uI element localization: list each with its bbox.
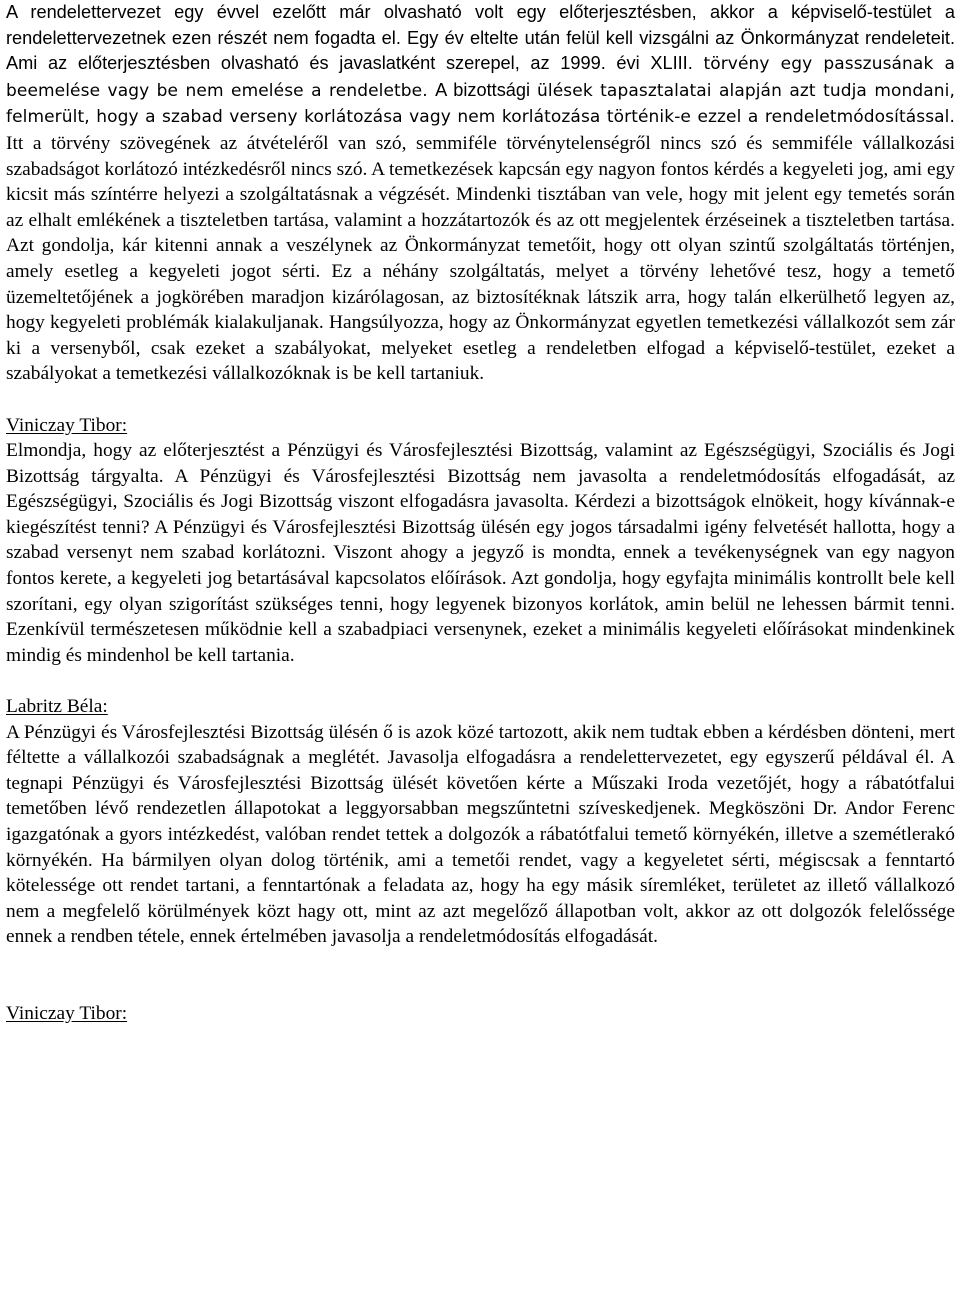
- speaker-heading: Viniczay Tibor:: [6, 414, 128, 436]
- paragraph-segment: Itt a törvény szövegének az átvételéről van szó, semmiféle törvénytelenségről nincs szó és semmiféle vállalkozási szabadságot korlátozó intézkedésről nincs szó. A temetkezések kapcsán egy nagyon fontos kérdés a kegyeleti jog, ami egy kicsit más színtérre helyezi a szolgáltatásnak a végzését. Mindenki tisztában van vele, hogy mit jelent egy temetés során az elhalt emlékének a tiszteletben tartása, valamint a hozzátartozók és az ott megjelentek érzéseinek a tiszteletben tartása. Azt gondolja, kár kitenni annak a veszélynek az Önkormányzat temetőit, hogy ott olyan szintű szolgáltatás történjen, amely esetleg a kegyeleti jogot sérti. Ez a néhány szolgáltatás, melyet a törvény lehetővé tesz, hogy a temető üzemeltetőjének a jogkörében maradjon kizárólagosan, az biztosítéknak látszik arra, hogy talán elkerülhető legyen az, hogy kegyeleti problémák kialakuljanak. Hangsúlyozza, hogy az Önkormányzat egyetlen temetkezési vállalkozót sem zár ki a versenyből, csak ezeket a szabályokat, melyeket esetleg a rendeletben elfogad a képviselő-testület, ezeket a szabályokat a temetkezési vállalkozóknak is be kell tartaniuk.: [6, 132, 955, 385]
- paragraph-segment: törvény egy passzusának a beemelése vagy be nem emelése a rendeletbe.: [6, 54, 955, 101]
- paragraph-intro: [6, 0, 955, 387]
- paragraph-segment: A Pénzügyi és Városfejlesztési Bizottság ülésén ő is azok közé tartozott, akik nem tudtak ebben a kérdésben dönteni, mert féltette a vállalkozói szabadságnak a meglétét. Javasolja elfogadásra a rendelettervezetet, egy egyszerű példával él. A tegnapi Pénzügyi és Városfejlesztési Bizottság ülését követően kérte a Műszaki Iroda vezetőjét, hogy a rábatótfalui temetőben lévő rendezetlen állapotokat a leggyorsabban megszűntetni szíveskedjenek. Megköszöni Dr. Andor Ferenc igazgatónak a gyors intézkedést, valóban rendet tettek a dolgozók a rábatótfalui temető környékén, illetve a szemétlerakó környékén. Ha bármilyen olyan dolog történik, ami a temetői rendet, vagy a kegyeletet sérti, mégiscsak a fenntartó kötelessége ott rendet tartani, a fenntartónak a feladata az, hogy ha egy másik síremléket, területet az illető vállalkozó nem a megfelelő körülmények közt hagy ott, mint az azt megelőző állapotban volt, akkor az ott dolgozók felelőssége ennek a rendben tétele, ennek értelmében javasolja a rendeletmódosítás elfogadását.: [6, 721, 955, 948]
- paragraph-segment: Elmondja, hogy az előterjesztést a Pénzügyi és Városfejlesztési Bizottság, valamint az Egészségügyi, Szociális és Jogi Bizottság tárgyalta. A Pénzügyi és Városfejlesztési Bizottság nem javasolta a rendeletmódosítás elfogadását, az Egészségügyi, Szociális és Jogi Bizottság viszont elfogadásra javasolta. Kérdezi a bizottságok elnökeit, hogy kívánnak-e kiegészítést tenni? A Pénzügyi és Városfejlesztési Bizottság ülésén egy jogos társadalmi igény felvetését hallotta, hogy a szabad versenyt nem szabad korlátozni. Viszont ahogy a jegyző is mondta, ennek a tevékenységnek van egy nagyon fontos kerete, a kegyeleti jog betartásával kapcsolatos előírások. Azt gondolja, hogy egyfajta minimális kontrollt bele kell szorítani, egy olyan szigorítást szükséges tenni, hogy legyenek bizonyos korlátok, amin belül ne lehessen bármit tenni. Ezenkívül természetesen működnie kell a szabadpiaci versenynek, ezeket a minimális kegyeleti előírásokat mindenkinek mindig és mindenhol be kell tartania.: [6, 440, 955, 666]
- paragraph-labritz: [6, 720, 955, 950]
- paragraph-segment: A bizottsági: [435, 79, 538, 100]
- paragraph-segment: A rendelettervezet egy évvel ezelőtt már olvasható volt egy előterjesztésben, akkor a képviselő-testület a rendelettervezetnek ezen részét nem fogadta el. Egy év eltelte után felül kell vizsgálni az Önkormányzat rendeleteit. Ami az előterjesztésben olvasható és javaslatként szerepel, az 1999. évi XLIII.: [6, 2, 955, 74]
- paragraph-segment: ülések tapasztalatai alapján azt tudja mondani, felmerült, hogy a szabad verseny korlátozása vagy nem korlátozása történik-e ezzel a rendeletmódosítással.: [6, 80, 955, 128]
- speaker-heading: Viniczay Tibor:: [6, 1002, 128, 1024]
- paragraph-viniczay: [6, 438, 955, 668]
- speaker-heading: Labritz Béla:: [6, 696, 108, 718]
